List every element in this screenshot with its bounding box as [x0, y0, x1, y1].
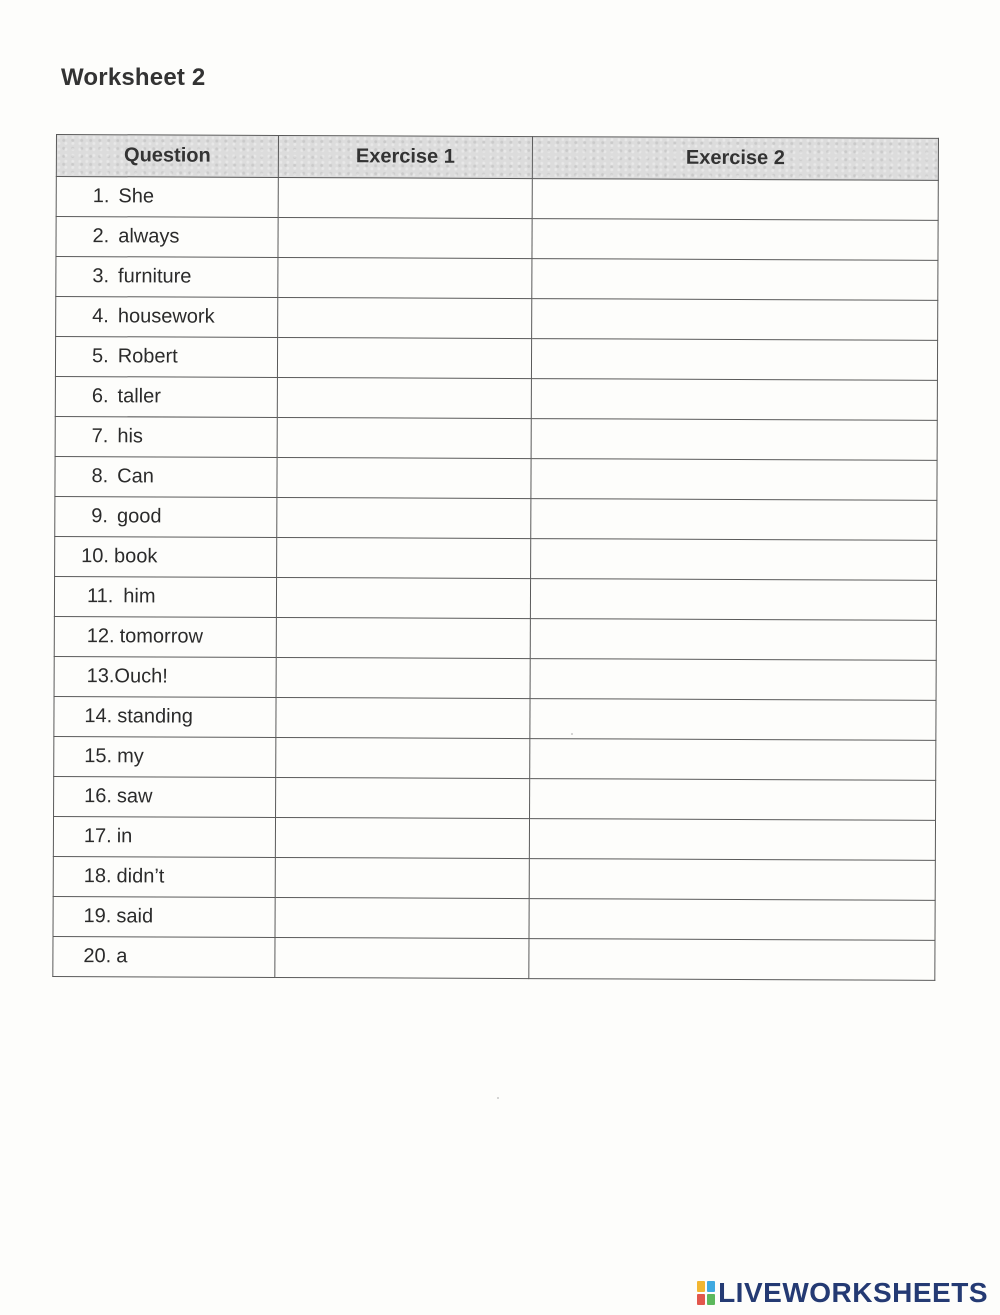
exercise-2-answer-cell[interactable]	[531, 459, 937, 501]
exercise-2-answer-cell[interactable]	[529, 939, 935, 981]
table-row	[55, 376, 937, 420]
question-number: 18.	[83, 865, 112, 888]
question-word: standing	[117, 705, 193, 728]
exercise-1-answer-cell[interactable]	[278, 217, 532, 258]
question-cell	[55, 456, 277, 497]
question-word: She	[118, 185, 155, 208]
question-word: his	[117, 425, 143, 448]
exercise-2-answer-cell[interactable]	[530, 659, 936, 701]
question-number: 5.	[91, 345, 109, 368]
exercise-2-answer-cell[interactable]	[531, 339, 937, 381]
exercise-1-answer-cell[interactable]	[275, 937, 529, 978]
question-cell	[54, 656, 276, 697]
question-cell	[53, 896, 275, 937]
question-word: my	[117, 745, 144, 768]
question-word: housework	[117, 305, 215, 328]
table-row	[53, 856, 935, 900]
question-word: saw	[116, 785, 153, 808]
question-number: 7.	[91, 425, 109, 448]
logo-text: LIVEWORKSHEETS	[718, 1277, 988, 1308]
exercise-2-answer-cell[interactable]	[532, 179, 938, 221]
question-cell	[56, 257, 278, 298]
question-number: 15.	[84, 745, 113, 768]
question-word: him	[123, 585, 156, 608]
exercise-1-answer-cell[interactable]	[275, 857, 529, 898]
exercise-2-answer-cell[interactable]	[532, 299, 938, 341]
answer-table	[52, 134, 939, 981]
question-cell	[55, 337, 277, 378]
question-number: 4.	[92, 305, 109, 328]
exercise-2-answer-cell[interactable]	[529, 899, 935, 941]
table-row	[54, 576, 936, 620]
table-body	[53, 177, 938, 981]
question-word: a	[116, 945, 128, 968]
exercise-2-answer-cell[interactable]	[530, 579, 936, 621]
table-row	[56, 177, 938, 221]
question-cell	[54, 736, 276, 777]
exercise-2-answer-cell[interactable]	[530, 779, 936, 821]
table-row	[53, 896, 935, 940]
question-word: tomorrow	[119, 625, 204, 648]
question-number: 1.	[92, 185, 110, 208]
exercise-1-answer-cell[interactable]	[277, 457, 531, 498]
table-row	[56, 217, 938, 261]
exercise-1-answer-cell[interactable]	[275, 897, 529, 938]
logo-square-i	[707, 1281, 715, 1292]
question-number: 2.	[92, 225, 110, 248]
question-cell	[55, 416, 277, 457]
question-cell	[55, 496, 277, 537]
question-cell	[54, 616, 276, 657]
question-cell	[55, 536, 277, 577]
table-row	[56, 297, 938, 341]
question-number: 8.	[91, 465, 109, 488]
question-word: in	[116, 825, 133, 848]
question-cell	[56, 217, 278, 258]
scan-speck	[571, 733, 573, 735]
table-row	[55, 496, 937, 540]
table-row	[54, 616, 936, 660]
exercise-2-answer-cell[interactable]	[531, 499, 937, 541]
table-row	[54, 736, 936, 780]
question-number: 16.	[84, 785, 112, 808]
exercise-2-answer-cell[interactable]	[530, 699, 936, 741]
question-word: Ouch!	[114, 665, 168, 688]
exercise-1-answer-cell[interactable]	[278, 257, 532, 298]
exercise-2-answer-cell[interactable]	[531, 539, 937, 581]
header-question: Question	[56, 135, 278, 178]
exercise-2-answer-cell[interactable]	[530, 739, 936, 781]
table-row	[54, 776, 936, 820]
question-word: taller	[117, 385, 161, 408]
exercise-2-answer-cell[interactable]	[532, 219, 938, 261]
exercise-1-answer-cell[interactable]	[278, 297, 532, 338]
question-number: 3.	[92, 265, 110, 288]
exercise-2-answer-cell[interactable]	[529, 819, 935, 861]
question-word: Robert	[117, 345, 178, 368]
table-row	[53, 816, 935, 860]
table-row	[55, 536, 937, 580]
exercise-1-answer-cell[interactable]	[277, 337, 531, 378]
exercise-1-answer-cell[interactable]	[275, 817, 529, 858]
exercise-1-answer-cell[interactable]	[276, 617, 530, 658]
exercise-1-answer-cell[interactable]	[276, 737, 530, 778]
table-header-row	[56, 135, 938, 181]
exercise-1-answer-cell[interactable]	[277, 377, 531, 418]
question-number: 13.	[86, 665, 115, 688]
exercise-1-answer-cell[interactable]	[276, 697, 530, 738]
liveworksheets-logo	[697, 1279, 988, 1307]
exercise-2-answer-cell[interactable]	[529, 859, 935, 901]
question-cell	[53, 816, 275, 857]
question-word: book	[113, 545, 158, 568]
logo-mark-icon	[697, 1281, 715, 1305]
question-number: 9.	[91, 505, 109, 528]
exercise-2-answer-cell[interactable]	[531, 419, 937, 461]
question-cell	[55, 376, 277, 417]
logo-square-l	[697, 1281, 705, 1292]
exercise-1-answer-cell[interactable]	[277, 417, 531, 458]
table-row	[54, 656, 936, 700]
question-cell	[56, 177, 278, 218]
question-word: always	[118, 225, 180, 248]
exercise-1-answer-cell[interactable]	[277, 497, 531, 538]
exercise-1-answer-cell[interactable]	[276, 657, 530, 698]
exercise-2-answer-cell[interactable]	[530, 619, 936, 661]
question-number: 17.	[83, 825, 112, 848]
question-number: 11.	[86, 585, 114, 608]
question-number: 20.	[83, 945, 112, 968]
logo-square-v	[697, 1294, 705, 1305]
table-row	[54, 696, 936, 740]
exercise-1-answer-cell[interactable]	[276, 577, 530, 618]
table-row	[55, 337, 937, 381]
scan-speck	[497, 1097, 499, 1099]
question-number: 10.	[81, 545, 110, 568]
exercise-1-answer-cell[interactable]	[276, 777, 530, 818]
table-row	[56, 257, 938, 301]
exercise-2-answer-cell[interactable]	[532, 259, 938, 301]
question-number: 14.	[84, 705, 113, 728]
exercise-1-answer-cell[interactable]	[278, 177, 532, 218]
question-word: didn’t	[116, 865, 165, 888]
question-word: furniture	[118, 265, 192, 288]
question-word: Can	[117, 465, 154, 488]
question-cell	[54, 776, 276, 817]
exercise-2-answer-cell[interactable]	[531, 379, 937, 421]
question-number: 12.	[86, 625, 115, 648]
question-number: 6.	[91, 385, 109, 408]
question-cell	[56, 297, 278, 338]
table-row	[55, 456, 937, 500]
question-cell	[53, 936, 275, 977]
question-cell	[54, 576, 276, 617]
question-word: good	[116, 505, 162, 528]
question-number: 19.	[83, 905, 112, 928]
question-cell	[53, 856, 275, 897]
table-row	[53, 936, 935, 980]
header-exercise-1: Exercise 1	[278, 135, 532, 178]
table-row	[55, 416, 937, 460]
worksheet-title: Worksheet 2	[61, 64, 206, 91]
question-cell	[54, 696, 276, 737]
question-word: said	[116, 905, 154, 928]
logo-square-e	[707, 1294, 715, 1305]
header-exercise-2: Exercise 2	[532, 137, 938, 181]
exercise-1-answer-cell[interactable]	[277, 537, 531, 578]
